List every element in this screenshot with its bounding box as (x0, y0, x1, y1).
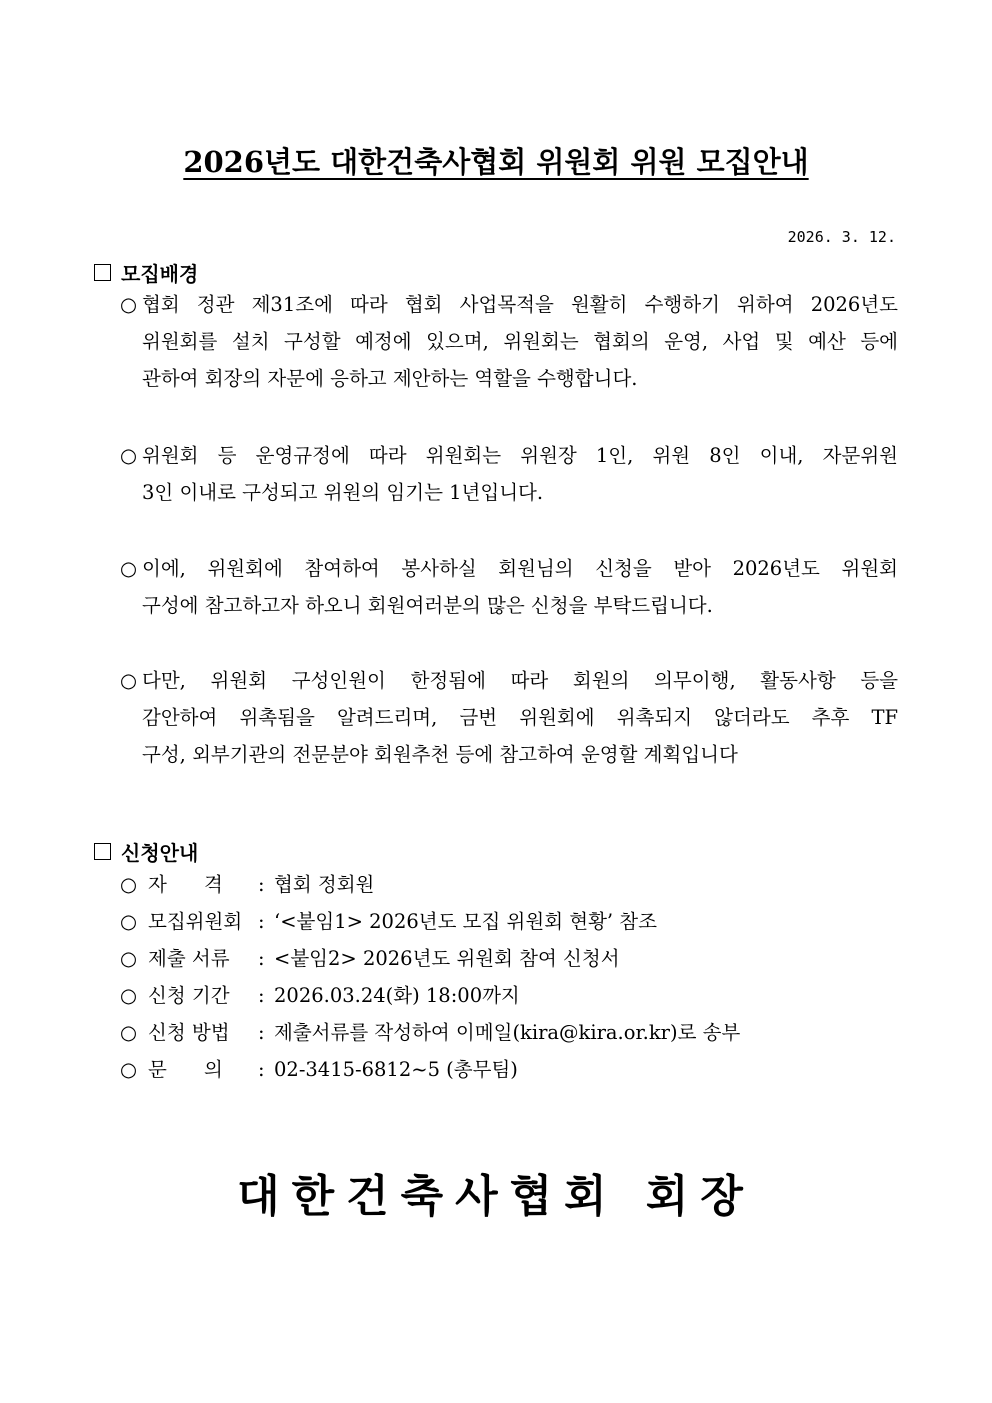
info-label: 문 의 (148, 1058, 223, 1081)
info-label: 신청 기간 (148, 984, 230, 1007)
paragraph-line: 감안하여 위촉됨을 알려드리며, 금번 위원회에 위촉되지 않더라도 추후 TF (142, 706, 898, 729)
info-label: 신청 방법 (148, 1021, 230, 1044)
section-heading-label: 신청안내 (121, 841, 199, 865)
application-info-row (120, 903, 740, 940)
info-value: ‘<붙임1> 2026년도 모집 위원회 현황’ 참조 (274, 910, 657, 933)
paragraph-line: 3인 이내로 구성되고 위원의 임기는 1년입니다. (142, 481, 544, 504)
paragraph-line: ○ 다만, 위원회 구성인원이 한정됨에 따라 회원의 의무이행, 활동사항 등을 (120, 662, 898, 699)
bullet-icon: ○ (120, 293, 138, 316)
application-info-row (120, 1014, 740, 1051)
bullet-icon: ○ (120, 984, 138, 1007)
info-label: 제출 서류 (148, 947, 230, 970)
info-separator: : (258, 984, 265, 1007)
bullet-icon: ○ (120, 669, 138, 692)
info-separator: : (258, 947, 265, 970)
application-info-row (120, 1051, 740, 1088)
info-label: 자 격 (148, 873, 223, 896)
info-value: 협회 정회원 (274, 873, 375, 896)
paragraph-line: ○ 위원회 등 운영규정에 따라 위원회는 위원장 1인, 위원 8인 이내, 자문위원 (120, 437, 898, 474)
info-separator: : (258, 910, 265, 933)
footer-signature: 대한건축사협회 회장 (237, 1171, 755, 1222)
bullet-icon: ○ (120, 1021, 138, 1044)
paragraph-line: ○ 협회 정관 제31조에 따라 협회 사업목적을 원활히 수행하기 위하여 2026년도 (120, 286, 898, 323)
checkbox-icon (94, 264, 111, 281)
application-info-row (120, 866, 740, 903)
section-heading-background (94, 258, 198, 287)
bullet-icon: ○ (120, 873, 138, 896)
page-title (0, 140, 992, 181)
paragraph-line: 관하여 회장의 자문에 응하고 제안하는 역할을 수행합니다. (142, 367, 638, 390)
info-separator: : (258, 1058, 265, 1081)
background-paragraph (120, 662, 898, 773)
info-separator: : (258, 1021, 265, 1044)
background-paragraph (120, 437, 898, 511)
bullet-icon: ○ (120, 947, 138, 970)
bullet-icon: ○ (120, 557, 138, 580)
bullet-icon: ○ (120, 444, 138, 467)
bullet-icon: ○ (120, 910, 138, 933)
application-info-row (120, 977, 740, 1014)
paragraph-line: ○ 이에, 위원회에 참여하여 봉사하실 회원님의 신청을 받아 2026년도 위원회 (120, 550, 898, 587)
info-value: 2026.03.24(화) 18:00까지 (274, 984, 520, 1007)
checkbox-icon (94, 843, 111, 860)
background-paragraph (120, 550, 898, 624)
document-date: 2026. 3. 12. (787, 228, 896, 246)
application-info-list (120, 866, 740, 1088)
info-value: 02-3415-6812~5 (총무팀) (274, 1058, 518, 1081)
paragraph-line: 구성에 참고하고자 하오니 회원여러분의 많은 신청을 부탁드립니다. (142, 594, 713, 617)
bullet-icon: ○ (120, 1058, 138, 1081)
info-separator: : (258, 873, 265, 896)
title-text: 2026년도 대한건축사협회 위원회 위원 모집안내 (183, 145, 809, 179)
info-label: 모집위원회 (148, 910, 243, 933)
info-value: 제출서류를 작성하여 이메일(kira@kira.or.kr)로 송부 (274, 1021, 741, 1044)
application-info-row (120, 940, 740, 977)
section-heading-label: 모집배경 (121, 262, 199, 286)
paragraph-line: 위원회를 설치 구성할 예정에 있으며, 위원회는 협회의 운영, 사업 및 예산 등에 (142, 330, 898, 353)
background-paragraph (120, 286, 898, 397)
paragraph-line: 구성, 외부기관의 전문분야 회원추천 등에 참고하여 운영할 계획입니다 (142, 743, 738, 766)
section-heading-application (94, 837, 198, 866)
info-value: <붙임2> 2026년도 위원회 참여 신청서 (274, 947, 620, 970)
